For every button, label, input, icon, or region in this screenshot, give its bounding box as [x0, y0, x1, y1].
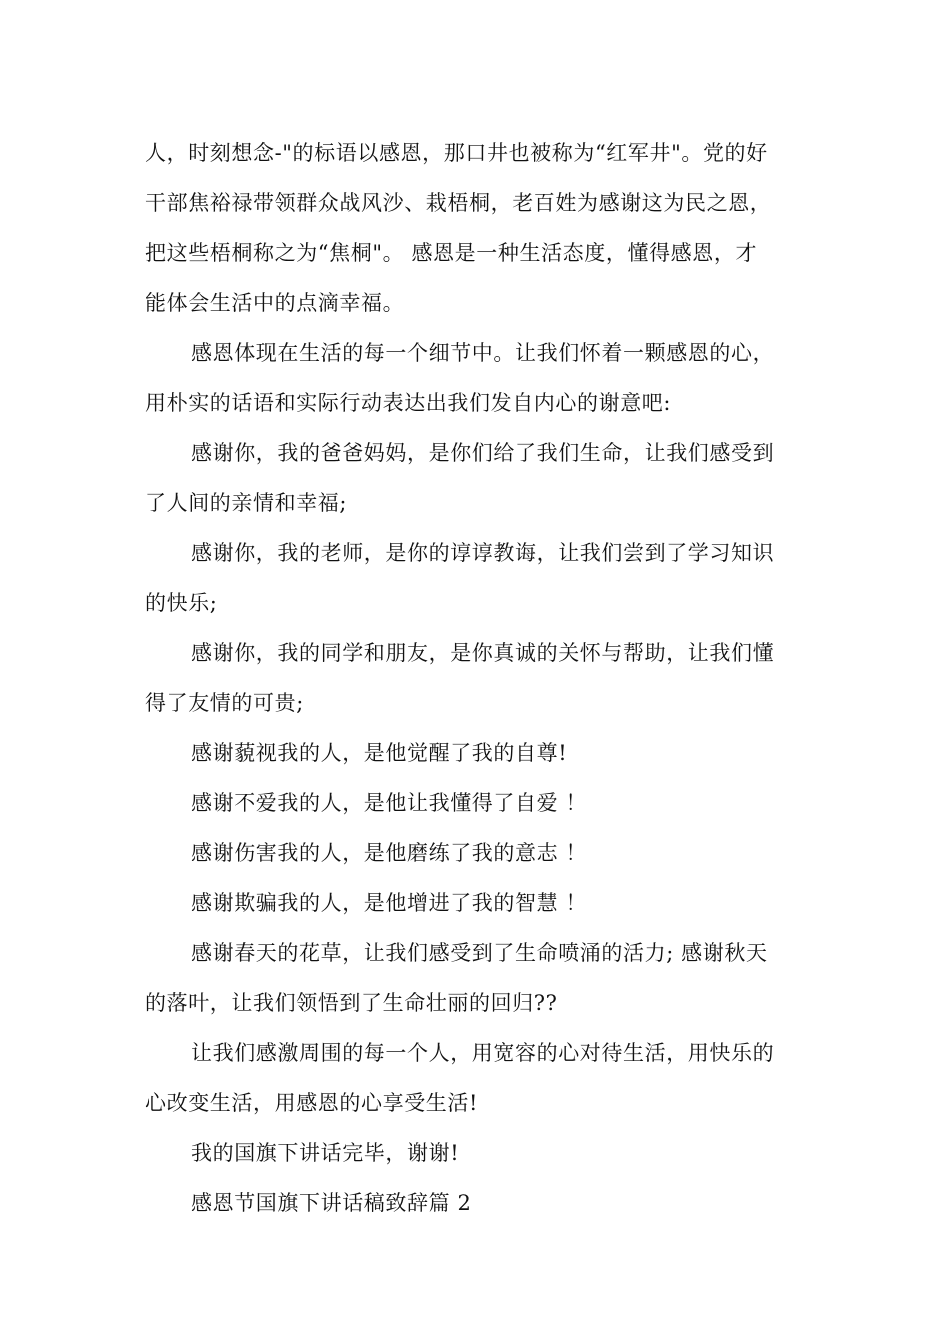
text-line-8: 了人间的亲情和幸福;	[145, 491, 348, 515]
text-line-16: 感谢欺骗我的人，是他增进了我的智慧 ！	[191, 891, 588, 915]
document-body	[145, 128, 807, 1228]
text-line-10: 的快乐;	[145, 591, 218, 615]
text-line-11: 感谢你，我的同学和朋友，是你真诚的关怀与帮助，让我们懂	[191, 641, 775, 665]
text-line-19: 让我们感激周围的每一个人，用宽容的心对待生活，用快乐的	[191, 1041, 775, 1065]
text-line-21: 我的国旗下讲话完毕，谢谢!	[191, 1141, 460, 1165]
text-line-5: 感恩体现在生活的每一个细节中。让我们怀着一颗感恩的心，	[191, 341, 775, 365]
text-line-7: 感谢你，我的爸爸妈妈，是你们给了我们生命，让我们感受到	[191, 441, 775, 465]
text-line-15: 感谢伤害我的人，是他磨练了我的意志 ！	[191, 841, 588, 865]
text-line-22: 感恩节国旗下讲话稿致辞篇 2	[191, 1191, 472, 1215]
text-line-14: 感谢不爱我的人，是他让我懂得了自爱 ！	[191, 791, 588, 815]
text-line-1: 人，时刻想念-"的标语以感恩，那口井也被称为“红军井"。党的好	[145, 141, 768, 165]
text-line-12: 得了友情的可贵;	[145, 691, 304, 715]
text-line-3: 把这些梧桐称之为“焦桐"。 感恩是一种生活态度，懂得感恩，才	[145, 241, 758, 265]
text-line-13: 感谢藐视我的人，是他觉醒了我的自尊!	[191, 741, 568, 765]
text-line-4: 能体会生活中的点滴幸福。	[145, 291, 405, 315]
text-line-6: 用朴实的话语和实际行动表达出我们发自内心的谢意吧:	[145, 391, 672, 415]
text-line-18: 的落叶，让我们领悟到了生命壮丽的回归??	[145, 991, 558, 1015]
text-line-9: 感谢你，我的老师，是你的谆谆教诲，让我们尝到了学习知识	[191, 541, 775, 565]
text-line-2: 干部焦裕禄带领群众战风沙、栽梧桐，老百姓为感谢这为民之恩，	[145, 191, 772, 215]
text-line-17: 感谢春天的花草，让我们感受到了生命喷涌的活力; 感谢秋天	[191, 941, 768, 965]
text-line-20: 心改变生活，用感恩的心享受生活!	[145, 1091, 479, 1115]
